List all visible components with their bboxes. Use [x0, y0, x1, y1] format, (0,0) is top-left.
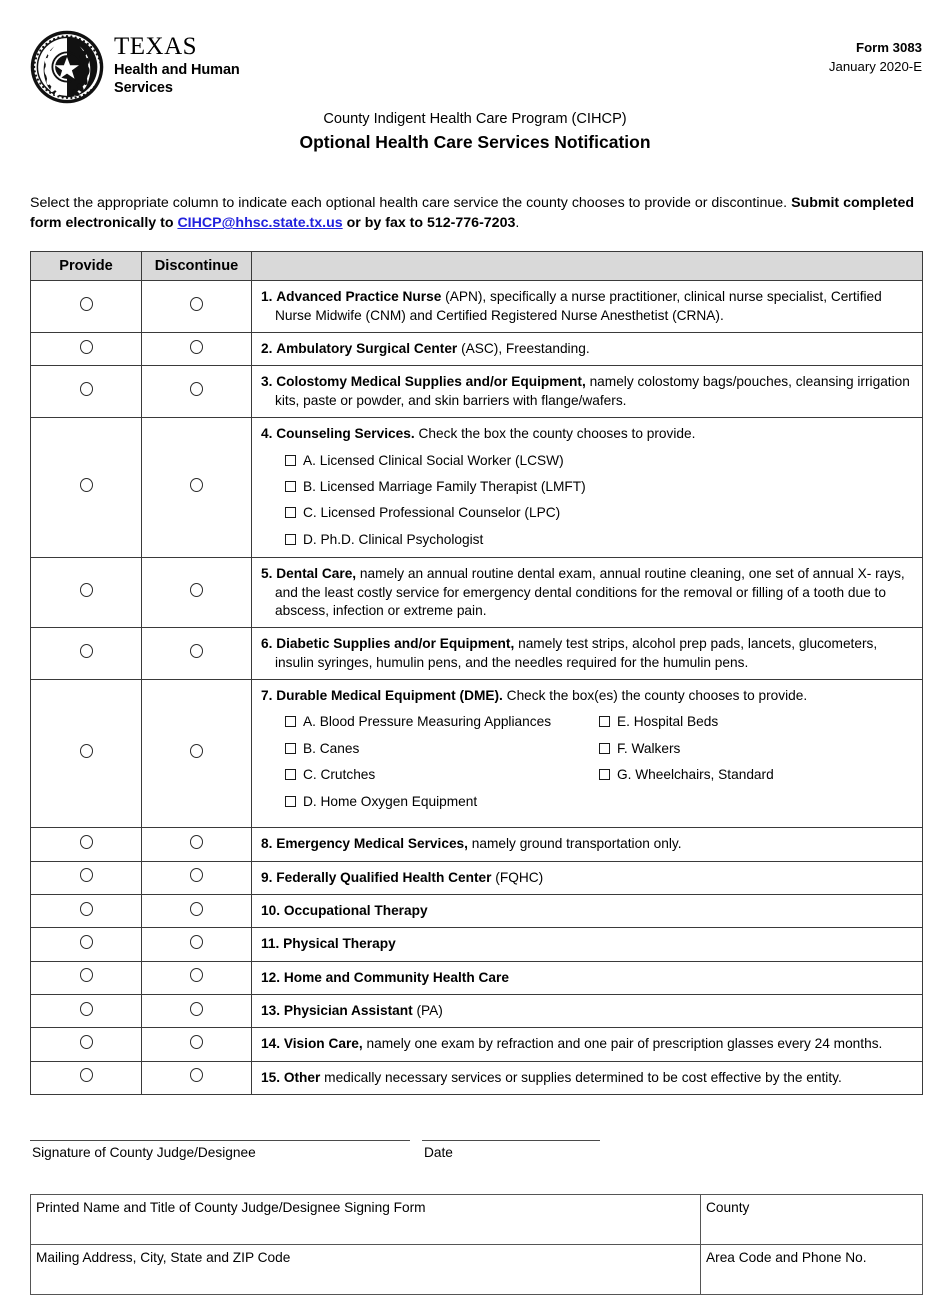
- discontinue-radio-cell-13[interactable]: [142, 994, 252, 1027]
- dme-option-f[interactable]: [599, 741, 912, 757]
- service-title-7: Durable Medical Equipment (DME).: [276, 688, 503, 704]
- service-description-11: [252, 928, 923, 961]
- service-text-13: (PA): [412, 1002, 443, 1018]
- service-title-1: Advanced Practice Nurse: [276, 289, 442, 305]
- form-meta: [829, 38, 922, 76]
- counseling-option-a-label: A. Licensed Clinical Social Worker (LCSW): [303, 452, 564, 468]
- dme-option-a[interactable]: [261, 714, 599, 730]
- service-num-3: 3.: [261, 374, 273, 390]
- checkbox-icon[interactable]: [285, 455, 296, 466]
- table-row: [31, 418, 923, 558]
- table-row: [31, 281, 923, 333]
- discontinue-radio-9[interactable]: [190, 868, 203, 882]
- service-description-3: [252, 366, 923, 418]
- provide-radio-11[interactable]: [80, 935, 93, 949]
- discontinue-radio-cell-11[interactable]: [142, 928, 252, 961]
- service-description-13: [252, 994, 923, 1027]
- discontinue-radio-cell-2[interactable]: [142, 333, 252, 366]
- mailing-address-field[interactable]: [31, 1245, 701, 1295]
- table-row: [31, 928, 923, 961]
- dme-option-b-label: B. Canes: [303, 740, 360, 756]
- service-title-9: Federally Qualified Health Center: [276, 869, 492, 885]
- service-title-8: Emergency Medical Services,: [276, 836, 468, 852]
- dme-option-d-label: D. Home Oxygen Equipment: [303, 793, 478, 809]
- dme-option-c-label: C. Crutches: [303, 767, 376, 783]
- service-text-4: Check the box the county chooses to provide.: [414, 426, 696, 442]
- provide-radio-cell-10[interactable]: [31, 894, 142, 927]
- discontinue-radio-cell-12[interactable]: [142, 961, 252, 994]
- agency-name-line2: Health and Human: [114, 62, 240, 78]
- checkbox-icon[interactable]: [285, 534, 296, 545]
- provide-radio-cell-4[interactable]: [31, 418, 142, 558]
- instructions-text-4: .: [515, 215, 520, 232]
- provide-radio-3[interactable]: [80, 382, 93, 396]
- provide-radio-cell-2[interactable]: [31, 333, 142, 366]
- service-text-15: medically necessary services or supplies determined to be cost effective by the entity.: [320, 1069, 842, 1085]
- service-title-14: Vision Care,: [283, 1036, 363, 1052]
- service-num-6: 6.: [261, 636, 273, 652]
- page-header: [0, 0, 950, 105]
- provide-radio-cell-3[interactable]: [31, 366, 142, 418]
- dme-option-b[interactable]: [261, 741, 599, 757]
- table-row: [31, 558, 923, 628]
- table-row: [31, 828, 923, 861]
- dme-option-f-label: F. Walkers: [617, 740, 681, 756]
- optional-services-table: [30, 251, 923, 1095]
- service-num-9: 9.: [261, 869, 273, 885]
- phone-label: Area Code and Phone No.: [706, 1250, 867, 1266]
- table-row: [31, 961, 923, 994]
- title-block: [0, 109, 950, 155]
- checkbox-icon[interactable]: [285, 743, 296, 754]
- provide-radio-6[interactable]: [80, 644, 93, 658]
- signature-label: Signature of County Judge/Designee: [32, 1145, 256, 1161]
- agency-name-sub: [114, 62, 240, 97]
- service-text-7: Check the box(es) the county chooses to provide.: [502, 688, 808, 704]
- discontinue-radio-cell-8[interactable]: [142, 828, 252, 861]
- counseling-option-b-label: B. Licensed Marriage Family Therapist (LMFT): [303, 478, 586, 494]
- service-num-10: 10.: [261, 902, 281, 918]
- discontinue-radio-11[interactable]: [190, 935, 203, 949]
- column-header-description: [252, 252, 923, 281]
- discontinue-radio-12[interactable]: [190, 968, 203, 982]
- discontinue-radio-cell-4[interactable]: [142, 418, 252, 558]
- provide-radio-cell-1[interactable]: [31, 281, 142, 333]
- provide-radio-4[interactable]: [80, 478, 93, 492]
- service-description-8: [252, 828, 923, 861]
- provide-radio-9[interactable]: [80, 868, 93, 882]
- column-header-discontinue: Discontinue: [142, 252, 252, 281]
- instructions-paragraph: [30, 193, 922, 233]
- checkbox-icon[interactable]: [285, 716, 296, 727]
- signature-area: [30, 1140, 922, 1180]
- checkbox-icon[interactable]: [285, 796, 296, 807]
- provide-radio-10[interactable]: [80, 902, 93, 916]
- counseling-option-c[interactable]: [285, 505, 912, 521]
- program-title: County Indigent Health Care Program (CIHCP): [323, 111, 627, 127]
- date-line[interactable]: [422, 1140, 600, 1141]
- agency-logo-block: [30, 30, 240, 104]
- provide-radio-8[interactable]: [80, 835, 93, 849]
- service-description-4: [252, 418, 923, 558]
- service-description-14: [252, 1028, 923, 1061]
- provide-radio-14[interactable]: [80, 1035, 93, 1049]
- table-row: [31, 894, 923, 927]
- agency-name: [114, 30, 240, 97]
- dme-option-g-label: G. Wheelchairs, Standard: [617, 767, 774, 783]
- form-number: Form 3083: [856, 40, 922, 55]
- discontinue-radio-cell-3[interactable]: [142, 366, 252, 418]
- dme-options-right-column: [599, 714, 912, 820]
- service-text-9: (FQHC): [491, 869, 544, 885]
- dme-options-left-column: [261, 714, 599, 820]
- service-num-4: 4.: [261, 426, 273, 442]
- provide-radio-cell-6[interactable]: [31, 628, 142, 680]
- discontinue-radio-10[interactable]: [190, 902, 203, 916]
- discontinue-radio-4[interactable]: [190, 478, 203, 492]
- checkbox-icon[interactable]: [285, 769, 296, 780]
- dme-option-a-label: A. Blood Pressure Measuring Appliances: [303, 714, 552, 730]
- discontinue-radio-cell-10[interactable]: [142, 894, 252, 927]
- service-text-1: (APN), specifically a nurse practitioner, clinical nurse specialist, Certified Nurse Midwife (CNM) and Certified Registered Nurse Anesthetist (CRNA).: [275, 289, 882, 323]
- agency-name-line3: Services: [114, 79, 173, 96]
- provide-radio-12[interactable]: [80, 968, 93, 982]
- table-row: [31, 994, 923, 1027]
- provide-radio-cell-15[interactable]: [31, 1061, 142, 1094]
- service-description-10: [252, 894, 923, 927]
- checkbox-icon[interactable]: [599, 743, 610, 754]
- page-title: Optional Health Care Services Notification: [299, 132, 651, 153]
- service-text-14: namely one exam by refraction and one pair of prescription glasses every 24 months.: [362, 1036, 883, 1052]
- table-row: [31, 628, 923, 680]
- column-header-provide: Provide: [31, 252, 142, 281]
- discontinue-radio-3[interactable]: [190, 382, 203, 396]
- discontinue-radio-15[interactable]: [190, 1068, 203, 1082]
- service-title-15: Other: [283, 1069, 321, 1085]
- discontinue-radio-5[interactable]: [190, 583, 203, 597]
- service-description-2: [252, 333, 923, 366]
- table-row: [31, 1195, 923, 1245]
- printed-name-field[interactable]: [31, 1195, 701, 1245]
- table-row: [31, 680, 923, 828]
- provide-radio-cell-5[interactable]: [31, 558, 142, 628]
- discontinue-radio-cell-14[interactable]: [142, 1028, 252, 1061]
- instructions-text-1: Select the appropriate column to indicate each optional health care service the county chooses to provide or discontinue.: [30, 195, 792, 212]
- discontinue-radio-cell-9[interactable]: [142, 861, 252, 894]
- signature-line[interactable]: [30, 1140, 410, 1141]
- provide-radio-cell-11[interactable]: [31, 928, 142, 961]
- checkbox-icon[interactable]: [599, 716, 610, 727]
- service-title-2: Ambulatory Surgical Center: [276, 341, 458, 357]
- counseling-option-d-label: D. Ph.D. Clinical Psychologist: [303, 531, 484, 547]
- table-row: [31, 861, 923, 894]
- service-description-5: [252, 558, 923, 628]
- service-text-5: namely an annual routine dental exam, annual routine cleaning, one set of annual X- rays, and the least costly service for emergency dental conditions for the removal or filling of a tooth due to abscess, infection or extreme pain.: [275, 566, 905, 618]
- texas-hhs-seal-icon: [30, 30, 104, 104]
- service-description-9: [252, 861, 923, 894]
- dme-option-g[interactable]: [599, 767, 912, 783]
- county-label: County: [706, 1200, 750, 1216]
- service-text-3: namely colostomy bags/pouches, cleansing irrigation kits, paste or powder, and skin barriers with flange/wafers.: [275, 374, 910, 408]
- provide-radio-5[interactable]: [80, 583, 93, 597]
- discontinue-radio-cell-1[interactable]: [142, 281, 252, 333]
- printed-name-label: Printed Name and Title of County Judge/Designee Signing Form: [36, 1200, 426, 1216]
- counseling-option-d[interactable]: [285, 532, 912, 548]
- provide-radio-cell-14[interactable]: [31, 1028, 142, 1061]
- counseling-option-b[interactable]: [285, 479, 912, 495]
- service-text-6: namely test strips, alcohol prep pads, lancets, glucometers, insulin syringes, humulin pens, and the needles required for the humulin pens.: [275, 636, 878, 670]
- service-num-12: 12.: [261, 969, 281, 985]
- date-label: Date: [424, 1145, 453, 1161]
- service-title-3: Colostomy Medical Supplies and/or Equipment,: [276, 374, 586, 390]
- dme-options: [261, 714, 912, 820]
- discontinue-radio-cell-5[interactable]: [142, 558, 252, 628]
- dme-option-e[interactable]: [599, 714, 912, 730]
- service-num-8: 8.: [261, 836, 273, 852]
- table-row: [31, 1245, 923, 1295]
- dme-option-d[interactable]: [261, 794, 599, 810]
- discontinue-radio-cell-7[interactable]: [142, 680, 252, 828]
- discontinue-radio-1[interactable]: [190, 297, 203, 311]
- cihcp-email-link[interactable]: CIHCP@hhsc.state.tx.us: [177, 215, 343, 232]
- service-title-10: Occupational Therapy: [283, 902, 428, 918]
- service-title-5: Dental Care,: [276, 566, 357, 582]
- table-header-row: [31, 252, 923, 281]
- counseling-options: [261, 453, 912, 549]
- provide-radio-7[interactable]: [80, 744, 93, 758]
- service-num-14: 14.: [261, 1036, 281, 1052]
- service-title-6: Diabetic Supplies and/or Equipment,: [276, 636, 515, 652]
- checkbox-icon[interactable]: [285, 507, 296, 518]
- dme-option-e-label: E. Hospital Beds: [617, 714, 719, 730]
- provide-radio-15[interactable]: [80, 1068, 93, 1082]
- table-row: [31, 1028, 923, 1061]
- discontinue-radio-6[interactable]: [190, 644, 203, 658]
- provide-radio-1[interactable]: [80, 297, 93, 311]
- agency-name-texas: TEXAS: [114, 33, 198, 60]
- service-description-1: [252, 281, 923, 333]
- discontinue-radio-13[interactable]: [190, 1002, 203, 1016]
- instructions-text-3: or by fax to 512-776-7203: [342, 215, 516, 232]
- table-row: [31, 366, 923, 418]
- provide-radio-cell-8[interactable]: [31, 828, 142, 861]
- form-date: January 2020-E: [828, 59, 922, 75]
- signer-info-table: [30, 1194, 923, 1295]
- service-title-11: Physical Therapy: [283, 936, 396, 952]
- discontinue-radio-8[interactable]: [190, 835, 203, 849]
- table-row: [31, 1061, 923, 1094]
- table-row: [31, 333, 923, 366]
- provide-radio-cell-7[interactable]: [31, 680, 142, 828]
- service-num-11: 11.: [261, 936, 280, 952]
- discontinue-radio-2[interactable]: [190, 340, 203, 354]
- service-num-1: 1.: [261, 289, 273, 305]
- service-description-6: [252, 628, 923, 680]
- provide-radio-13[interactable]: [80, 1002, 93, 1016]
- provide-radio-2[interactable]: [80, 340, 93, 354]
- county-field[interactable]: [701, 1195, 923, 1245]
- service-description-12: [252, 961, 923, 994]
- service-text-8: namely ground transportation only.: [467, 836, 682, 852]
- mailing-address-label: Mailing Address, City, State and ZIP Code: [36, 1250, 291, 1266]
- service-num-2: 2.: [261, 341, 273, 357]
- service-num-7: 7.: [261, 688, 273, 704]
- service-title-4: Counseling Services.: [276, 426, 415, 442]
- discontinue-radio-cell-6[interactable]: [142, 628, 252, 680]
- service-num-5: 5.: [261, 566, 273, 582]
- discontinue-radio-7[interactable]: [190, 744, 203, 758]
- service-description-15: [252, 1061, 923, 1094]
- checkbox-icon[interactable]: [599, 769, 610, 780]
- discontinue-radio-cell-15[interactable]: [142, 1061, 252, 1094]
- counseling-option-c-label: C. Licensed Professional Counselor (LPC): [303, 505, 561, 521]
- provide-radio-cell-9[interactable]: [31, 861, 142, 894]
- dme-option-c[interactable]: [261, 767, 599, 783]
- service-text-2: (ASC), Freestanding.: [457, 341, 590, 357]
- service-num-15: 15.: [261, 1069, 281, 1085]
- service-title-12: Home and Community Health Care: [283, 969, 509, 985]
- service-title-13: Physician Assistant: [283, 1002, 413, 1018]
- provide-radio-cell-12[interactable]: [31, 961, 142, 994]
- discontinue-radio-14[interactable]: [190, 1035, 203, 1049]
- counseling-option-a[interactable]: [285, 453, 912, 469]
- instructions-text-2: Submit completed form electronically to: [30, 195, 915, 232]
- service-num-13: 13.: [261, 1002, 281, 1018]
- phone-field[interactable]: [701, 1245, 923, 1295]
- checkbox-icon[interactable]: [285, 481, 296, 492]
- service-description-7: [252, 680, 923, 828]
- provide-radio-cell-13[interactable]: [31, 994, 142, 1027]
